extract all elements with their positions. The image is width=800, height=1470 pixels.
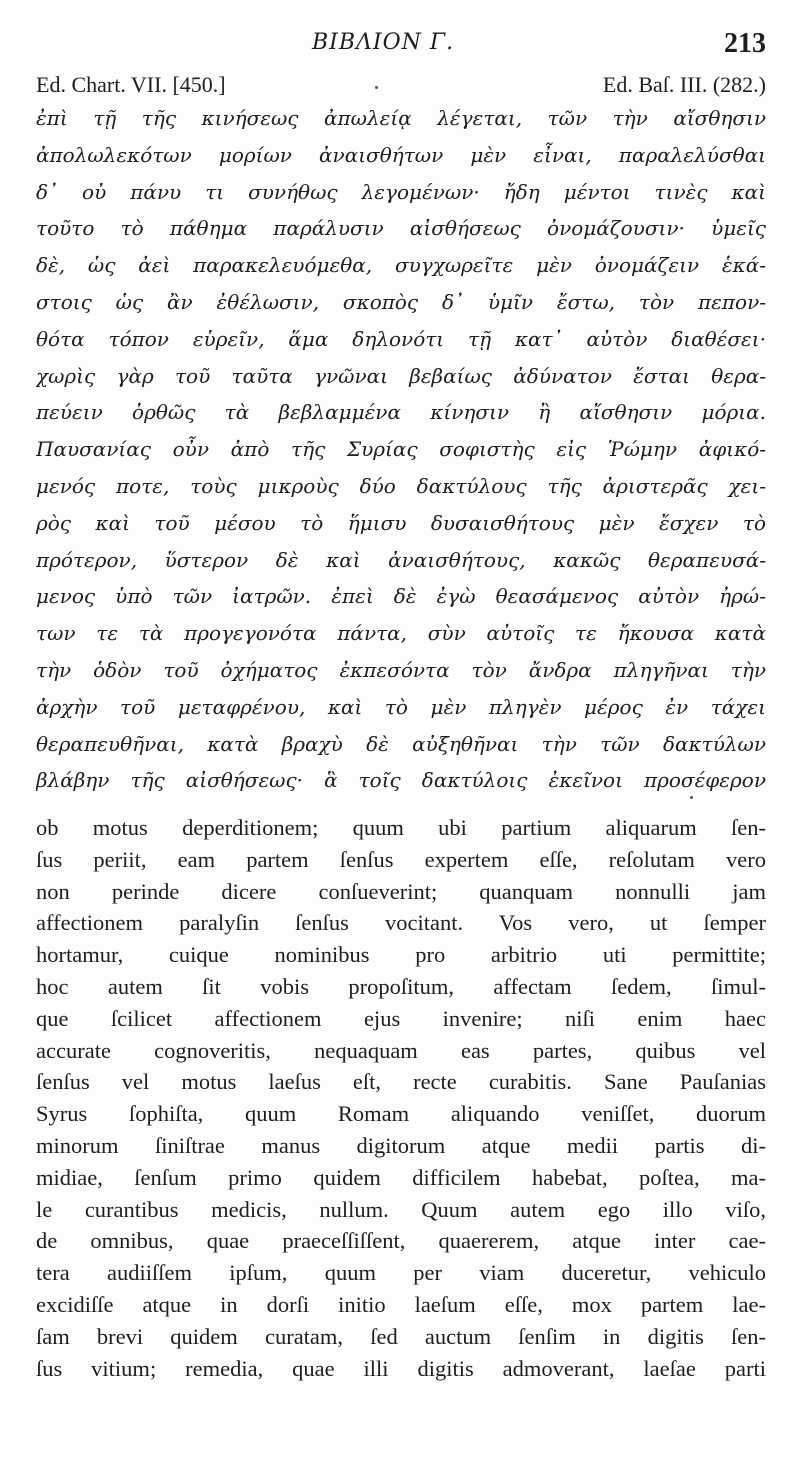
latin-line: tera audiiſſem ipſum, quum per viam duceretur, vehiculo — [36, 1260, 766, 1286]
greek-line: ἀρχὴν τοῦ μεταφρένου, καὶ τὸ μὲν πληγὲν μέρος ἐν τάχει — [36, 694, 766, 719]
print-speck — [690, 796, 693, 799]
greek-line: ἐπὶ τῇ τῆς κινήσεως ἀπωλείᾳ λέγεται, τῶν τὴν αἴσθησιν — [36, 106, 766, 130]
latin-line: accurate cognoveritis, nequaquam eas partes, quibus vel — [36, 1037, 766, 1063]
book-title: BIBΛΙΟΝ Γ. — [312, 30, 455, 55]
edition-chartier: Ed. Chart. VII. [450.] — [36, 72, 226, 97]
greek-line: τοῦτο τὸ πάθημα παράλυσιν αἰσθήσεως ὀνομάζουσιν· ὑμεῖς — [36, 216, 766, 241]
greek-line: δ᾽ οὐ πάνυ τι συνήθως λεγομένων· ἤδη μέντοι τινὲς καὶ — [36, 179, 766, 204]
latin-line: midiae, ſenſum primo quidem difficilem habebat, poſtea, ma- — [36, 1164, 766, 1190]
greek-line: τὴν ὁδὸν τοῦ ὀχήματος ἐκπεσόντα τὸν ἄνδρα πληγῆναι τὴν — [36, 657, 766, 682]
greek-line: ἀπολωλεκότων μορίων ἀναισθήτων μὲν εἶναι, παραλελύσθαι — [36, 142, 766, 167]
greek-line: χωρὶς γὰρ τοῦ ταῦτα γνῶναι βεβαίως ἀδύνατον ἔσται θερα- — [36, 363, 766, 388]
latin-line: ſus periit, eam partem ſenſus expertem eſſe, reſolutam vero — [36, 846, 766, 872]
latin-line: minorum ſiniſtrae manus digitorum atque medii partis di- — [36, 1132, 766, 1158]
latin-line: ob motus deperditionem; quum ubi partium aliquarum ſen- — [36, 815, 766, 840]
greek-line: μενός ποτε, τοὺς μικροὺς δύο δακτύλους τῆς ἀριστερᾶς χει- — [36, 473, 766, 498]
greek-line: θότα τόπον εὑρεῖν, ἅμα δηλονότι τῇ κατ᾽ αὐτὸν διαθέσει· — [36, 326, 766, 351]
latin-line: ſenſus vel motus laeſus eſt, recte curabitis. Sane Pauſanias — [36, 1069, 766, 1095]
latin-line: affectionem paralyſin ſenſus vocitant. Vos vero, ut ſemper — [36, 910, 766, 936]
page-number: 213 — [724, 28, 766, 59]
greek-line: μενος ὑπὸ τῶν ἰατρῶν. ἐπεὶ δὲ ἐγὼ θεασάμενος αὐτὸν ἠρώ- — [36, 584, 766, 609]
running-head — [0, 28, 800, 62]
edition-basel: Ed. Baſ. III. (282.) — [602, 72, 766, 97]
latin-line: non perinde dicere conſueverint; quanquam nonnulli jam — [36, 878, 766, 904]
greek-line: πρότερον, ὕστερον δὲ καὶ ἀναισθήτους, κακῶς θεραπευσά- — [36, 547, 766, 572]
greek-line: στοις ὡς ἂν ἐθέλωσιν, σκοπὸς δ᾽ ὑμῖν ἔστω, τὸν πεπον- — [36, 289, 766, 314]
greek-line: θεραπευθῆναι, κατὰ βραχὺ δὲ αὐξηθῆναι τὴν τῶν δακτύλων — [36, 731, 766, 756]
latin-line: ſus vitium; remedia, quae illi digitis admoverant, laeſae parti — [36, 1355, 766, 1381]
greek-text-block — [36, 100, 766, 799]
greek-line: πεύειν ὀρθῶς τὰ βεβλαμμένα κίνησιν ἢ αἴσθησιν μόρια. — [36, 400, 766, 425]
greek-line: δὲ, ὡς ἀεὶ παρακελευόμεθα, συγχωρεῖτε μὲν ὀνομάζειν ἑκά- — [36, 253, 766, 278]
latin-line: le curantibus medicis, nullum. Quum autem ego illo viſo, — [36, 1196, 766, 1222]
latin-line: hoc autem ſit vobis propoſitum, affectam ſedem, ſimul- — [36, 973, 766, 999]
latin-text-block — [36, 812, 766, 1384]
edition-references — [36, 72, 766, 102]
latin-line: hortamur, cuique nominibus pro arbitrio uti permittite; — [36, 942, 766, 968]
greek-line: βλάβην τῆς αἰσθήσεως· ἃ τοῖς δακτύλοις ἐκεῖνοι προσέφερον — [36, 768, 766, 793]
latin-line: Syrus ſophiſta, quum Romam aliquando veniſſet, duorum — [36, 1101, 766, 1127]
greek-line: των τε τὰ προγεγονότα πάντα, σὺν αὐτοῖς τε ἤκουσα κατὰ — [36, 621, 766, 646]
latin-line: excidiſſe atque in dorſi initio laeſum eſſe, mox partem lae- — [36, 1291, 766, 1317]
latin-line: ſam brevi quidem curatam, ſed auctum ſenſim in digitis ſen- — [36, 1323, 766, 1349]
latin-line: de omnibus, quae praeceſſiſſent, quaererem, atque inter cae- — [36, 1228, 766, 1254]
greek-line: Παυσανίας οὖν ἀπὸ τῆς Συρίας σοφιστὴς εἰς Ῥώμην ἀφικό- — [36, 437, 766, 462]
greek-line: ρὸς καὶ τοῦ μέσου τὸ ἥμισυ δυσαισθήτους μὲν ἔσχεν τὸ — [36, 510, 766, 535]
latin-line: que ſcilicet affectionem ejus invenire; niſi enim haec — [36, 1005, 766, 1031]
print-speck — [375, 86, 378, 89]
